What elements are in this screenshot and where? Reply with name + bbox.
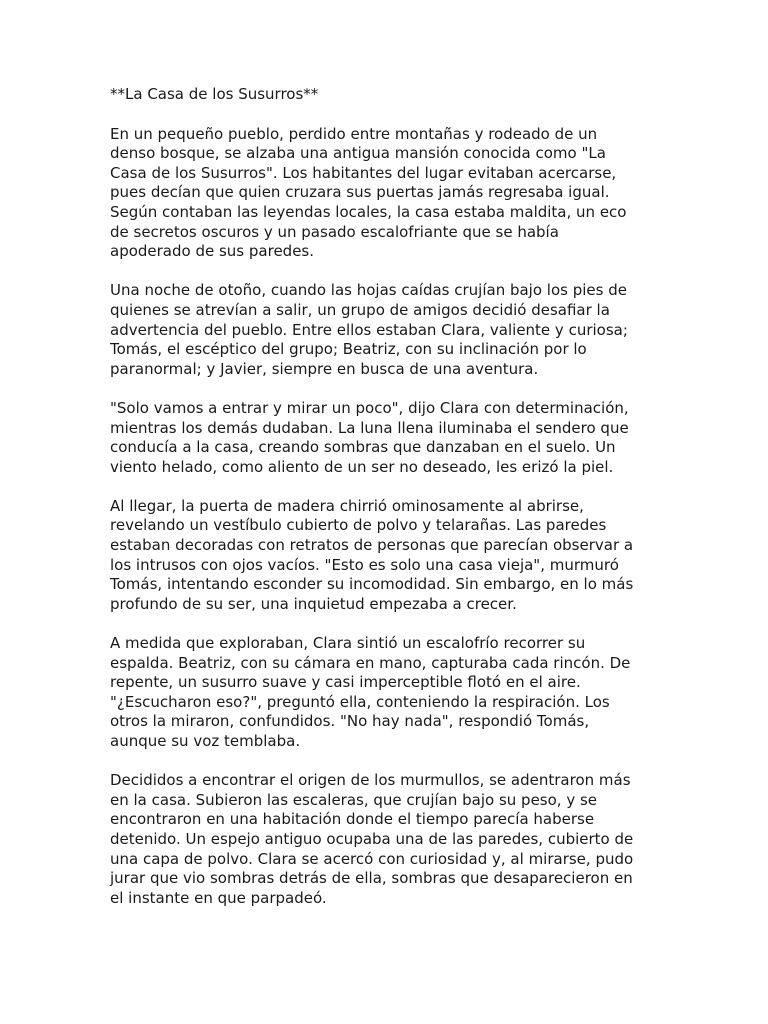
paragraph-2 [110, 281, 670, 379]
text-line: denso bosque, se alzaba una antigua mansión conocida como "La [110, 144, 606, 163]
text-line: espalda. Beatriz, con su cámara en mano, capturaba cada rincón. De [110, 653, 631, 672]
document-title: **La Casa de los Susurros** [110, 85, 319, 103]
text-line: detenido. Un espejo antiguo ocupaba una de las paredes, cubierto de [110, 829, 634, 848]
text-line: encontraron en una habitación donde el tiempo parecía haberse [110, 810, 595, 829]
text-line: A medida que exploraban, Clara sintió un escalofrío recorrer su [110, 634, 586, 653]
text-line: paranormal; y Javier, siempre en busca de una aventura. [110, 359, 539, 378]
text-line: mientras los demás dudaban. La luna llena iluminaba el sendero que [110, 418, 629, 437]
document-page [110, 85, 670, 928]
text-line: Casa de los Susurros". Los habitantes del lugar evitaban acercarse, [110, 163, 617, 182]
text-line: Tomás, el escéptico del grupo; Beatriz, con su inclinación por lo [110, 340, 587, 359]
text-line: otros la miraron, confundidos. "No hay nada", respondió Tomás, [110, 712, 590, 731]
text-line: viento helado, como aliento de un ser no deseado, les erizó la piel. [110, 457, 614, 476]
text-line: pues decían que quien cruzara sus puertas jamás regresaba igual. [110, 183, 610, 202]
text-line: una capa de polvo. Clara se acercó con curiosidad y, al mirarse, pudo [110, 849, 634, 868]
text-line: conducía a la casa, creando sombras que danzaban en el suelo. Un [110, 438, 616, 457]
text-line: repente, un susurro suave y casi imperceptible flotó en el aire. [110, 673, 581, 692]
text-line: estaban decoradas con retratos de personas que parecían observar a [110, 536, 634, 555]
text-line: aunque su voz temblaba. [110, 732, 301, 750]
text-line: Decididos a encontrar el origen de los murmullos, se adentraron más [110, 771, 631, 790]
text-line: apoderado de sus paredes. [110, 242, 315, 261]
text-line: profundo de su ser, una inquietud empezaba a crecer. [110, 594, 517, 613]
text-line: Una noche de otoño, cuando las hojas caídas crujían bajo los pies de [110, 281, 627, 300]
text-line: "¿Escucharon eso?", preguntó ella, conteniendo la respiración. Los [110, 692, 610, 711]
text-line: revelando un vestíbulo cubierto de polvo y telarañas. Las paredes [110, 516, 607, 535]
text-line: Al llegar, la puerta de madera chirrió ominosamente al abrirse, [110, 496, 584, 515]
paragraph-5 [110, 634, 670, 752]
text-line: Según contaban las leyendas locales, la casa estaba maldita, un eco [110, 202, 627, 221]
text-line: de secretos oscuros y un pasado escalofriante que se había [110, 222, 559, 241]
paragraph-3 [110, 399, 670, 477]
paragraph-1 [110, 125, 670, 262]
text-line: advertencia del pueblo. Entre ellos estaban Clara, valiente y curiosa; [110, 320, 628, 339]
text-line: jurar que vio sombras detrás de ella, sombras que desaparecieron en [110, 869, 633, 888]
text-line: quienes se atrevían a salir, un grupo de amigos decidió desafiar la [110, 300, 610, 319]
text-line: en la casa. Subieron las escaleras, que crujían bajo su peso, y se [110, 790, 598, 809]
text-line: Tomás, intentando esconder su incomodidad. Sin embargo, en lo más [110, 575, 634, 594]
text-line: los intrusos con ojos vacíos. "Esto es solo una casa vieja", murmuró [110, 555, 619, 574]
paragraph-6 [110, 771, 670, 908]
paragraph-4 [110, 497, 670, 615]
text-line: el instante en que parpadeó. [110, 888, 327, 907]
text-line: "Solo vamos a entrar y mirar un poco", dijo Clara con determinación, [110, 398, 629, 417]
text-line: En un pequeño pueblo, perdido entre montañas y rodeado de un [110, 124, 598, 143]
